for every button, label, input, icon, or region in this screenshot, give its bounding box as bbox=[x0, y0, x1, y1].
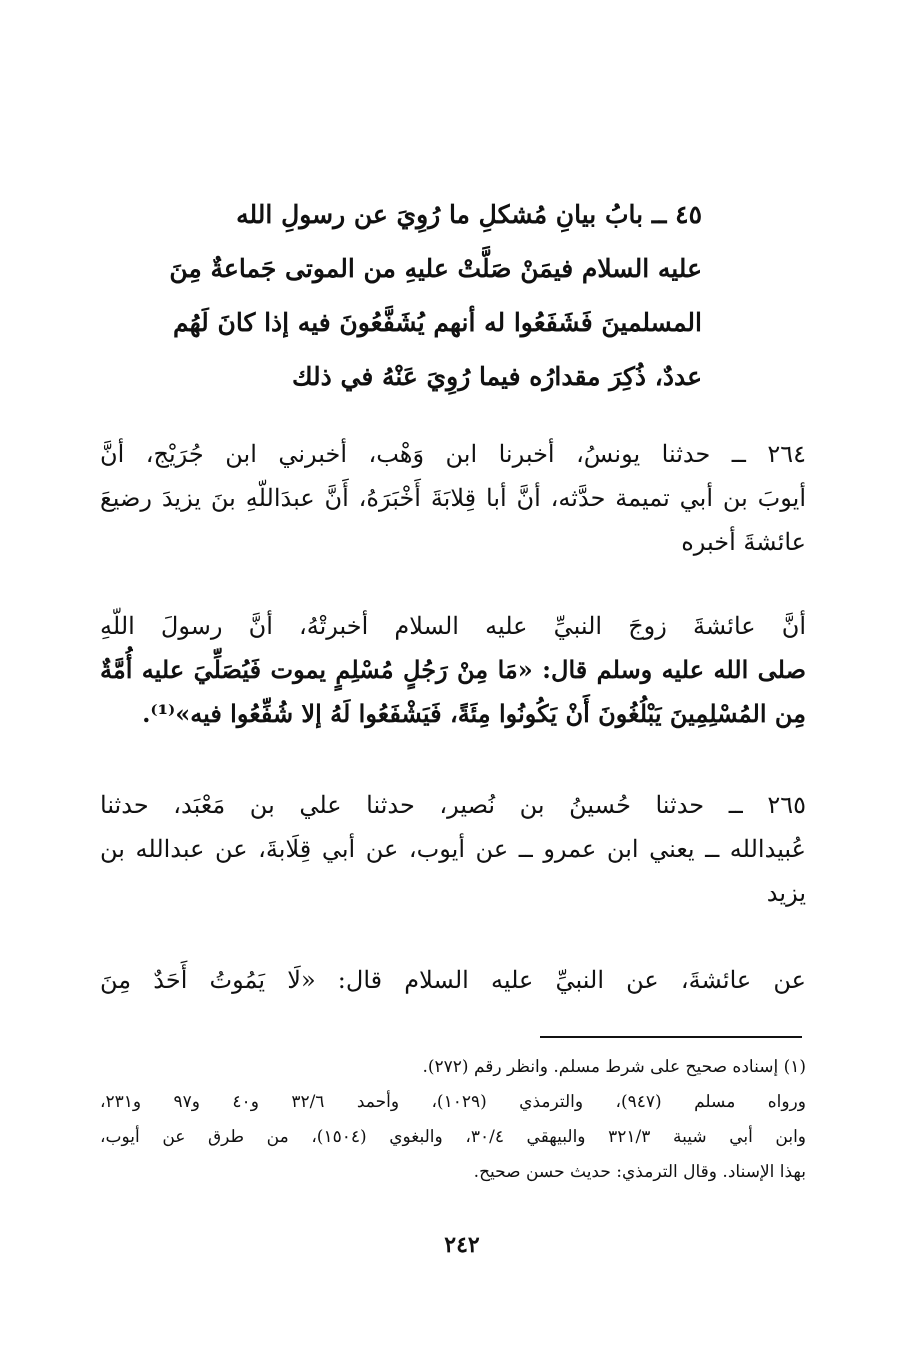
text-line: أنَّ عائشةَ زوجَ النبيِّ عليه السلام أخبرتْهُ، أنَّ رسولَ اللّهِ bbox=[100, 612, 806, 640]
footnote-line: وابن أبي شيبة ٣٢١/٣ والبيهقي ٣٠/٤، والبغوي (١٥٠٤)، من طرق عن أيوب، bbox=[100, 1127, 807, 1147]
footnote-line: (١) إسناده صحيح على شرط مسلم. وانظر رقم (٢٧٢). bbox=[422, 1057, 806, 1077]
chapter-heading bbox=[169, 188, 702, 404]
text-line: أيوبَ بن أبي تميمة حدَّثه، أنَّ أبا قِلابَةَ أَخْبَرَهُ، أَنَّ عبدَاللّهِ بنَ يزيدَ رضيعَ bbox=[100, 484, 806, 512]
heading-line: عليه السلام فيمَنْ صَلَّتْ عليهِ من الموتى جَماعةٌ مِنَ bbox=[169, 254, 702, 283]
hadith-264-text bbox=[100, 604, 806, 736]
text-line: ٢٦٤ ــ حدثنا يونسُ، أخبرنا ابن وَهْب، أخبرني ابن جُرَيْج، أنَّ bbox=[100, 440, 806, 468]
footnote-separator bbox=[540, 1036, 802, 1038]
text-line: مِن المُسْلِمِينَ يَبْلُغُونَ أَنْ يَكُونُوا مِئَةً، فَيَشْفَعُوا لَهُ إلا شُفِّعُوا فيه»⁽¹⁾. bbox=[142, 699, 806, 728]
hadith-265-text bbox=[100, 958, 806, 1002]
hadith-264-isnad bbox=[100, 432, 806, 564]
footnotes bbox=[100, 1050, 806, 1190]
footnote-line: ورواه مسلم (٩٤٧)، والترمذي (١٠٢٩)، وأحمد ٣٢/٦ و٤٠ و٩٧ و٢٣١، bbox=[100, 1092, 806, 1112]
hadith-265-isnad bbox=[100, 783, 806, 915]
text-line: عن عائشةَ، عن النبيِّ عليه السلام قال: «لَا يَمُوتُ أَحَدٌ مِنَ bbox=[100, 966, 806, 994]
text-line: يزيد bbox=[766, 879, 806, 907]
text-line: ٢٦٥ ــ حدثنا حُسينُ بن نُصير، حدثنا علي بن مَعْبَد، حدثنا bbox=[100, 791, 806, 819]
page-number: ٢٤٢ bbox=[444, 1232, 480, 1258]
text-line: صلى الله عليه وسلم قال: «مَا مِنْ رَجُلٍ مُسْلِمٍ يموت فَيُصَلِّيَ عليه أُمَّةٌ bbox=[100, 655, 806, 684]
heading-line: المسلمينَ فَشَفَعُوا له أنهم يُشَفَّعُونَ فيه إذا كانَ لَهُم bbox=[173, 308, 702, 337]
text-line: عائشةَ أخبره bbox=[681, 528, 806, 556]
heading-line: عددٌ، ذُكِرَ مقدارُه فيما رُوِيَ عَنْهُ في ذلك bbox=[291, 362, 702, 391]
footnote-line: بهذا الإسناد. وقال الترمذي: حديث حسن صحيح. bbox=[473, 1162, 806, 1182]
heading-line: ٤٥ ــ بابُ بيانِ مُشكلِ ما رُوِيَ عن رسولِ الله bbox=[236, 200, 702, 229]
text-line: عُبيدالله ــ يعني ابن عمرو ــ عن أيوب، عن أبي قِلَابةَ، عن عبدالله بن bbox=[100, 835, 806, 863]
